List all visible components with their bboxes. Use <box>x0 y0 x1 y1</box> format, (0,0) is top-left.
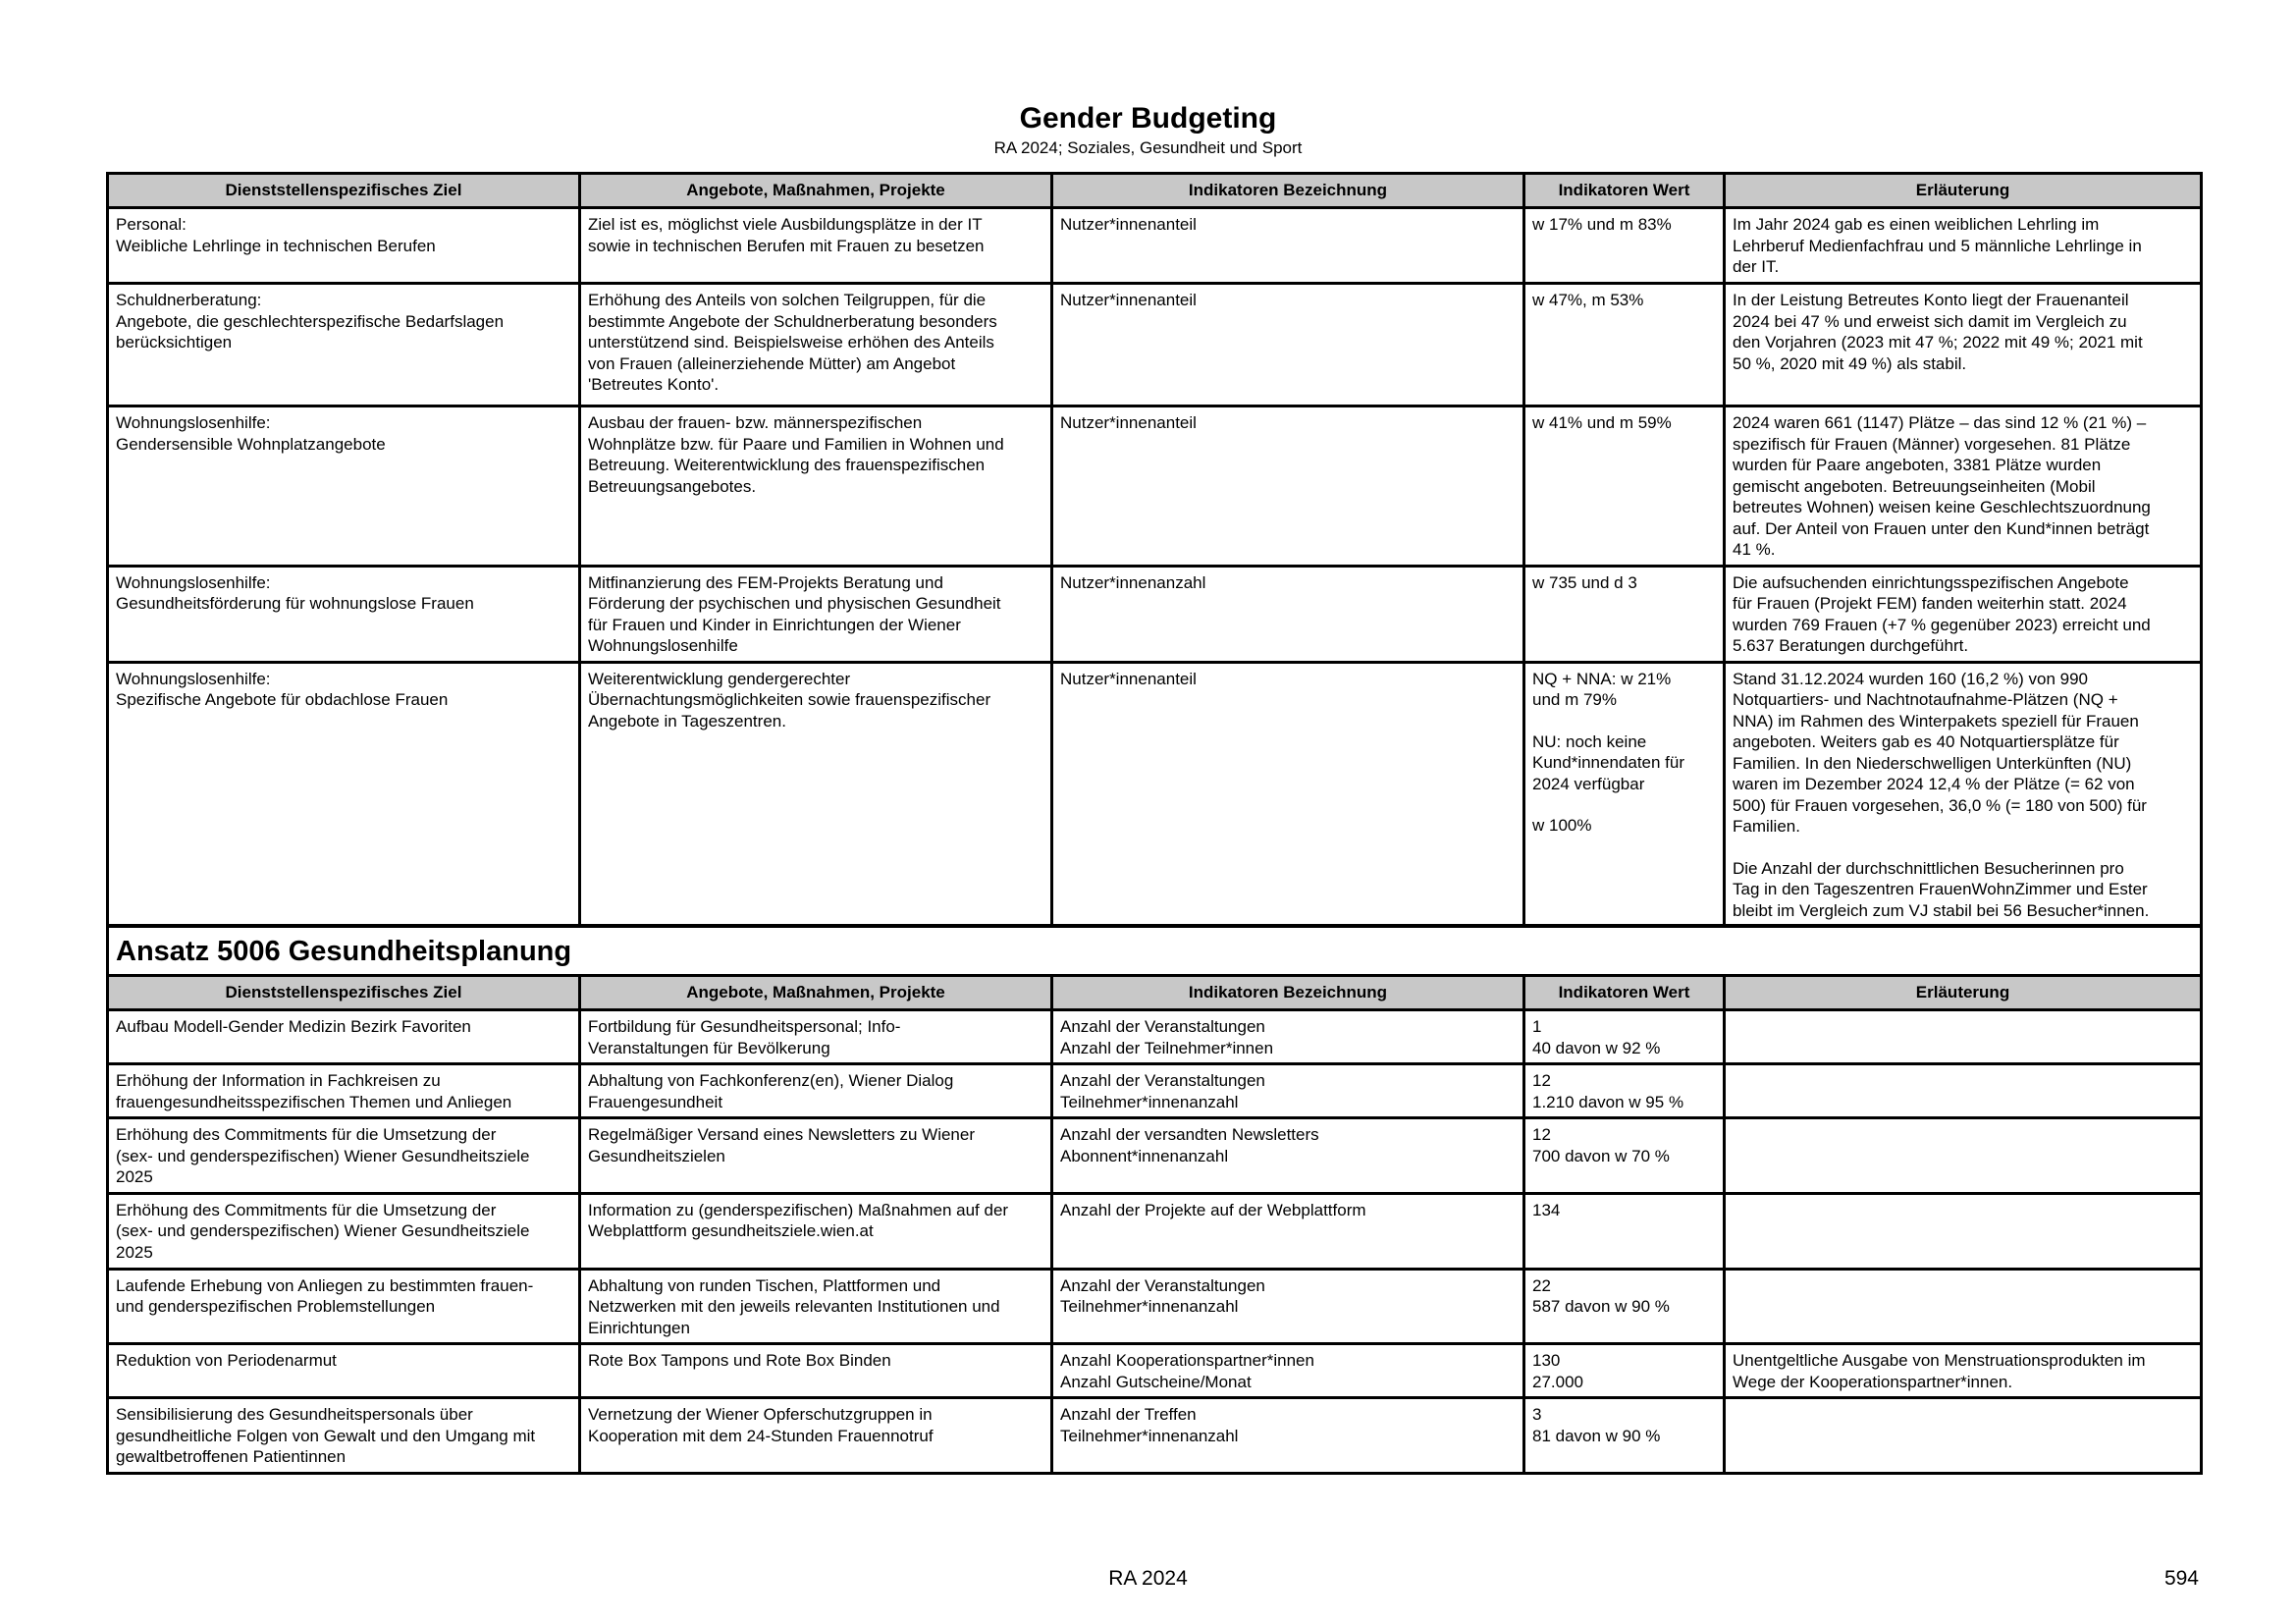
cell-text-line: NQ + NNA: w 21% <box>1532 669 1672 688</box>
cell-text-line: Stand 31.12.2024 wurden 160 (16,2 %) von 990 <box>1733 669 2088 688</box>
cell-text-line: Angebote, die geschlechterspezifische Bedarfslagen <box>116 311 505 331</box>
cell-text-line: Teilnehmer*innenanzahl <box>1060 1092 1239 1111</box>
cell-indikator-wert <box>1524 284 1725 406</box>
cell-text-line: Gesundheitszielen <box>588 1146 725 1165</box>
cell-text-line: Aufbau Modell-Gender Medizin Bezirk Favoriten <box>116 1017 471 1036</box>
cell-text-line: Wohnungslosenhilfe: <box>116 669 271 688</box>
cell-indikator-bezeichnung <box>1052 1064 1524 1118</box>
cell-text-line: Personal: <box>116 215 187 234</box>
cell-indikator-bezeichnung <box>1052 284 1524 406</box>
table-row <box>108 1010 2202 1064</box>
cell-text-line: Reduktion von Periodenarmut <box>116 1351 337 1370</box>
header-ziel: Dienststellenspezifisches Ziel <box>108 976 580 1010</box>
cell-text-line: Die Anzahl der durchschnittlichen Besucherinnen pro <box>1733 858 2124 878</box>
cell-text-line: Information zu (genderspezifischen) Maßnahmen auf der <box>588 1200 1009 1219</box>
cell-text-line: 50 %, 2020 mit 49 %) als stabil. <box>1733 353 1967 373</box>
cell-text-line: 587 davon w 90 % <box>1532 1297 1670 1316</box>
cell-angebote <box>580 284 1052 406</box>
table-row <box>108 1118 2202 1194</box>
cell-angebote <box>580 406 1052 567</box>
cell-text-line: Erhöhung der Information in Fachkreisen zu <box>116 1071 441 1090</box>
page-subtitle: RA 2024; Soziales, Gesundheit und Sport <box>993 138 1303 157</box>
table-header-row <box>108 174 2202 208</box>
cell-text-line: Netzwerken mit den jeweils relevanten Institutionen und <box>588 1297 1000 1316</box>
cell-text-line: 12 <box>1532 1071 1551 1090</box>
cell-angebote <box>580 1064 1052 1118</box>
cell-text-line <box>1733 838 2193 858</box>
cell-text-line: Schuldnerberatung: <box>116 291 262 309</box>
cell-text-line: Nutzer*innenanteil <box>1060 669 1197 688</box>
cell-indikator-wert <box>1524 1064 1725 1118</box>
cell-text-line: Kund*innendaten für <box>1532 753 1685 772</box>
cell-text-line: waren im Dezember 2024 12,4 % der Plätze (= 62 von <box>1733 775 2135 793</box>
cell-text-line: Ziel ist es, möglichst viele Ausbildungsplätze in der IT <box>588 215 983 234</box>
cell-indikator-wert <box>1524 1398 1725 1474</box>
gesundheitsplanung-table <box>106 924 2203 1475</box>
cell-text-line: den Vorjahren (2023 mit 47 %; 2022 mit 49 %; 2021 mit <box>1733 333 2143 352</box>
cell-text-line: Gesundheitsförderung für wohnungslose Frauen <box>116 594 474 613</box>
cell-text-line: Abhaltung von runden Tischen, Plattformen und <box>588 1275 941 1295</box>
cell-ziel <box>108 1118 580 1194</box>
cell-erlaeuterung <box>1725 1269 2202 1344</box>
cell-text-line: gewaltbetroffenen Patientinnen <box>116 1447 347 1466</box>
cell-text-line: Lehrberuf Medienfachfrau und 5 männliche Lehrlinge in <box>1733 236 2142 255</box>
cell-text-line: 134 <box>1532 1200 1561 1219</box>
page-number: 594 <box>2163 1567 2199 1590</box>
cell-text-line: 1.210 davon w 95 % <box>1532 1092 1684 1111</box>
cell-text-line: Unentgeltliche Ausgabe von Menstruationsprodukten im <box>1733 1351 2146 1370</box>
cell-indikator-wert <box>1524 1010 1725 1064</box>
cell-indikator-bezeichnung <box>1052 1398 1524 1474</box>
table-row <box>108 1193 2202 1269</box>
header-erlaeuterung: Erläuterung <box>1725 976 2202 1010</box>
cell-text-line: Förderung der psychischen und physischen Gesundheit <box>588 594 1001 613</box>
cell-text-line: (sex- und genderspezifischen) Wiener Gesundheitsziele <box>116 1221 530 1240</box>
page-title: Gender Budgeting <box>1019 102 1277 135</box>
cell-text-line: 5.637 Beratungen durchgeführt. <box>1733 636 1969 655</box>
cell-text-line: Erhöhung des Commitments für die Umsetzung der <box>116 1125 497 1144</box>
cell-ziel <box>108 284 580 406</box>
cell-ziel <box>108 1010 580 1064</box>
cell-text-line: Wege der Kooperationspartner*innen. <box>1733 1372 2013 1391</box>
header-erlaeuterung: Erläuterung <box>1725 174 2202 208</box>
cell-text-line: Nutzer*innenanzahl <box>1060 572 1206 592</box>
cell-ziel <box>108 566 580 662</box>
cell-angebote <box>580 1269 1052 1344</box>
cell-text-line: Wohnungslosenhilfe: <box>116 413 271 432</box>
cell-ziel <box>108 1193 580 1269</box>
cell-text-line: Wohnungslosenhilfe: <box>116 572 271 592</box>
footer-report-label: RA 2024 <box>1108 1567 1188 1590</box>
cell-text-line: Anzahl der Teilnehmer*innen <box>1060 1038 1274 1057</box>
cell-text-line: Rote Box Tampons und Rote Box Binden <box>588 1351 891 1370</box>
cell-text-line: gesundheitliche Folgen von Gewalt und den Umgang mit <box>116 1426 536 1445</box>
cell-text-line: Die aufsuchenden einrichtungsspezifischen Angebote <box>1733 572 2129 592</box>
cell-text-line: Abhaltung von Fachkonferenz(en), Wiener Dialog <box>588 1071 954 1090</box>
cell-text-line: Im Jahr 2024 gab es einen weiblichen Lehrling im <box>1733 215 2100 234</box>
cell-indikator-wert <box>1524 566 1725 662</box>
table-row <box>108 1398 2202 1474</box>
cell-text-line: 81 davon w 90 % <box>1532 1426 1661 1445</box>
table-row <box>108 1344 2202 1398</box>
cell-text-line: 2024 waren 661 (1147) Plätze – das sind 12 % (21 %) – <box>1733 413 2147 432</box>
header-indikator-bezeichnung: Indikatoren Bezeichnung <box>1052 976 1524 1010</box>
cell-text-line: berücksichtigen <box>116 333 233 352</box>
cell-indikator-bezeichnung <box>1052 208 1524 284</box>
header-ziel: Dienststellenspezifisches Ziel <box>108 174 580 208</box>
cell-erlaeuterung <box>1725 662 2202 927</box>
cell-angebote <box>580 1118 1052 1194</box>
cell-erlaeuterung <box>1725 1193 2202 1269</box>
cell-text-line: 22 <box>1532 1275 1551 1295</box>
cell-indikator-bezeichnung <box>1052 1118 1524 1194</box>
cell-ziel <box>108 208 580 284</box>
gender-budgeting-table <box>106 172 2203 928</box>
cell-indikator-wert <box>1524 406 1725 567</box>
cell-text-line: 40 davon w 92 % <box>1532 1038 1661 1057</box>
cell-text-line: Anzahl der versandten Newsletters <box>1060 1125 1319 1144</box>
cell-text-line: Anzahl Gutscheine/Monat <box>1060 1372 1252 1391</box>
cell-text-line: NNA) im Rahmen des Winterpakets speziell für Frauen <box>1733 711 2139 731</box>
cell-erlaeuterung <box>1725 1064 2202 1118</box>
cell-text-line: 3 <box>1532 1405 1542 1424</box>
cell-erlaeuterung <box>1725 1398 2202 1474</box>
cell-text-line: bestimmte Angebote der Schuldnerberatung besonders <box>588 311 997 331</box>
cell-text-line <box>1532 794 1716 815</box>
cell-text-line: Nutzer*innenanteil <box>1060 291 1197 309</box>
table-row <box>108 566 2202 662</box>
cell-angebote <box>580 1010 1052 1064</box>
cell-erlaeuterung <box>1725 208 2202 284</box>
table-row <box>108 284 2202 406</box>
cell-indikator-bezeichnung <box>1052 566 1524 662</box>
cell-indikator-wert <box>1524 208 1725 284</box>
header-indikator-bezeichnung: Indikatoren Bezeichnung <box>1052 174 1524 208</box>
cell-text-line: 700 davon w 70 % <box>1532 1146 1670 1165</box>
table-row <box>108 406 2202 567</box>
cell-text-line: Webplattform gesundheitsziele.wien.at <box>588 1221 874 1240</box>
cell-text-line: Anzahl Kooperationspartner*innen <box>1060 1351 1314 1370</box>
cell-text-line <box>1532 711 1716 731</box>
cell-indikator-wert <box>1524 662 1725 927</box>
header-indikator-wert: Indikatoren Wert <box>1524 976 1725 1010</box>
cell-text-line: Betreuungsangebotes. <box>588 476 757 496</box>
cell-text-line: 500) für Frauen vorgesehen, 36,0 % (= 180 von 500) für <box>1733 795 2147 815</box>
cell-ziel <box>108 662 580 927</box>
cell-text-line: Regelmäßiger Versand eines Newsletters zu Wiener <box>588 1125 976 1144</box>
section-title: Ansatz 5006 Gesundheitsplanung <box>108 926 2202 976</box>
cell-text-line: 12 <box>1532 1125 1551 1144</box>
cell-text-line: Erhöhung des Commitments für die Umsetzung der <box>116 1200 497 1219</box>
cell-erlaeuterung <box>1725 566 2202 662</box>
cell-text-line: Mitfinanzierung des FEM-Projekts Beratung und <box>588 572 943 592</box>
cell-text-line: 2025 <box>116 1167 153 1186</box>
cell-text-line: betreutes Wohnen) weisen keine Geschlechtszuordnung <box>1733 498 2151 516</box>
cell-text-line: w 100% <box>1532 816 1592 835</box>
cell-text-line: gemischt angeboten. Betreuungseinheiten (Mobil <box>1733 476 2096 496</box>
cell-angebote <box>580 662 1052 927</box>
cell-text-line: Anzahl der Veranstaltungen <box>1060 1275 1265 1295</box>
cell-text-line: w 735 und d 3 <box>1532 572 1637 592</box>
cell-indikator-wert <box>1524 1344 1725 1398</box>
cell-text-line: Frauengesundheit <box>588 1092 723 1111</box>
cell-indikator-bezeichnung <box>1052 1010 1524 1064</box>
cell-text-line: 130 <box>1532 1351 1561 1370</box>
cell-text-line: Familien. <box>1733 817 1800 836</box>
cell-indikator-bezeichnung <box>1052 406 1524 567</box>
cell-text-line: Anzahl der Veranstaltungen <box>1060 1071 1265 1090</box>
cell-indikator-wert <box>1524 1193 1725 1269</box>
cell-text-line: Teilnehmer*innenanzahl <box>1060 1297 1239 1316</box>
cell-text-line: Nutzer*innenanteil <box>1060 215 1197 234</box>
cell-text-line: 1 <box>1532 1017 1542 1036</box>
table-header-row <box>108 976 2202 1010</box>
table-row <box>108 208 2202 284</box>
cell-erlaeuterung <box>1725 406 2202 567</box>
cell-ziel <box>108 1344 580 1398</box>
cell-erlaeuterung <box>1725 1010 2202 1064</box>
cell-text-line: 2024 verfügbar <box>1532 774 1645 793</box>
cell-text-line: Abonnent*innenanzahl <box>1060 1146 1229 1165</box>
table-row <box>108 1064 2202 1118</box>
section-title-row <box>108 926 2202 976</box>
cell-indikator-bezeichnung <box>1052 1344 1524 1398</box>
cell-text-line: Laufende Erhebung von Anliegen zu bestimmten frauen- <box>116 1275 534 1295</box>
cell-indikator-wert <box>1524 1269 1725 1344</box>
cell-text-line: Sensibilisierung des Gesundheitspersonals über <box>116 1405 473 1424</box>
cell-text-line: sowie in technischen Berufen mit Frauen zu besetzen <box>588 236 985 255</box>
cell-ziel <box>108 1064 580 1118</box>
table-row <box>108 662 2202 927</box>
cell-text-line: wurden 769 Frauen (+7 % gegenüber 2023) erreicht und <box>1733 615 2151 634</box>
cell-text-line: spezifisch für Frauen (Männer) vorgesehen. 81 Plätze <box>1733 434 2131 454</box>
cell-text-line: Anzahl der Treffen <box>1060 1405 1197 1424</box>
cell-text-line: Weiterentwicklung gendergerechter <box>588 669 851 688</box>
cell-text-line: w 41% und m 59% <box>1532 413 1672 432</box>
cell-text-line: Angebote in Tageszentren. <box>588 711 786 731</box>
cell-erlaeuterung <box>1725 284 2202 406</box>
table-row <box>108 1269 2202 1344</box>
cell-text-line: Kooperation mit dem 24-Stunden Frauennotruf <box>588 1426 934 1445</box>
cell-text-line: und m 79% <box>1532 690 1617 709</box>
cell-text-line: Betreuung. Weiterentwicklung des frauenspezifischen <box>588 456 986 474</box>
cell-text-line: Erhöhung des Anteils von solchen Teilgruppen, für die <box>588 291 987 309</box>
cell-text-line: und genderspezifischen Problemstellungen <box>116 1297 436 1316</box>
cell-angebote <box>580 208 1052 284</box>
cell-text-line: Anzahl der Projekte auf der Webplattform <box>1060 1200 1366 1219</box>
cell-ziel <box>108 1398 580 1474</box>
cell-text-line: 27.000 <box>1532 1372 1583 1391</box>
cell-text-line: wurden für Paare angeboten, 3381 Plätze wurden <box>1733 456 2102 474</box>
cell-text-line: 2024 bei 47 % und erweist sich damit im Vergleich zu <box>1733 311 2127 331</box>
cell-angebote <box>580 566 1052 662</box>
cell-erlaeuterung <box>1725 1344 2202 1398</box>
cell-indikator-wert <box>1524 1118 1725 1194</box>
cell-text-line: Fortbildung für Gesundheitspersonal; Info- <box>588 1017 901 1036</box>
cell-indikator-bezeichnung <box>1052 1193 1524 1269</box>
cell-text-line: 'Betreutes Konto'. <box>588 375 720 394</box>
cell-text-line: Familien. In den Niederschwelligen Unterkünften (NU) <box>1733 753 2132 773</box>
cell-text-line: Ausbau der frauen- bzw. männerspezifischen <box>588 413 923 432</box>
cell-text-line: der IT. <box>1733 257 1780 276</box>
cell-text-line: auf. Der Anteil von Frauen unter den Kund*innen beträgt <box>1733 518 2150 538</box>
header-angebote: Angebote, Maßnahmen, Projekte <box>580 976 1052 1010</box>
cell-indikator-bezeichnung <box>1052 1269 1524 1344</box>
cell-text-line: Notquartiers- und Nachtnotaufnahme-Plätzen (NQ + <box>1733 690 2118 709</box>
cell-text-line: Veranstaltungen für Bevölkerung <box>588 1038 830 1057</box>
cell-text-line: Weibliche Lehrlinge in technischen Berufen <box>116 236 436 255</box>
cell-text-line: 41 %. <box>1733 540 1776 559</box>
cell-text-line: Nutzer*innenanteil <box>1060 413 1197 432</box>
cell-text-line: unterstützend sind. Beispielsweise erhöhen des Anteils <box>588 333 994 352</box>
cell-text-line: 2025 <box>116 1242 153 1262</box>
header-angebote: Angebote, Maßnahmen, Projekte <box>580 174 1052 208</box>
cell-text-line: Wohnplätze bzw. für Paare und Familien in Wohnen und <box>588 434 1004 454</box>
cell-ziel <box>108 1269 580 1344</box>
cell-text-line: Vernetzung der Wiener Opferschutzgruppen in <box>588 1405 933 1424</box>
cell-text-line: Anzahl der Veranstaltungen <box>1060 1017 1265 1036</box>
cell-text-line: In der Leistung Betreutes Konto liegt der Frauenanteil <box>1733 291 2129 309</box>
cell-text-line: Gendersensible Wohnplatzangebote <box>116 434 386 454</box>
cell-text-line: Einrichtungen <box>588 1318 690 1337</box>
header-indikator-wert: Indikatoren Wert <box>1524 174 1725 208</box>
cell-ziel <box>108 406 580 567</box>
cell-indikator-bezeichnung <box>1052 662 1524 927</box>
cell-text-line: frauengesundheitsspezifischen Themen und Anliegen <box>116 1092 512 1111</box>
cell-text-line: Tag in den Tageszentren FrauenWohnZimmer und Ester <box>1733 880 2148 898</box>
cell-text-line: für Frauen (Projekt FEM) fanden weiterhin statt. 2024 <box>1733 594 2127 613</box>
cell-text-line: Spezifische Angebote für obdachlose Frauen <box>116 690 449 709</box>
cell-text-line: (sex- und genderspezifischen) Wiener Gesundheitsziele <box>116 1146 530 1165</box>
cell-text-line: von Frauen (alleinerziehende Mütter) am Angebot <box>588 353 956 373</box>
cell-angebote <box>580 1193 1052 1269</box>
cell-text-line: für Frauen und Kinder in Einrichtungen der Wiener <box>588 615 961 634</box>
cell-angebote <box>580 1344 1052 1398</box>
cell-text-line: Wohnungslosenhilfe <box>588 636 738 655</box>
cell-text-line: NU: noch keine <box>1532 731 1647 751</box>
cell-text-line: bleibt im Vergleich zum VJ stabil bei 56 Besucher*innen. <box>1733 900 2150 920</box>
cell-text-line: w 17% und m 83% <box>1532 215 1672 234</box>
cell-text-line: Übernachtungsmöglichkeiten sowie frauenspezifischer <box>588 690 991 709</box>
cell-text-line: w 47%, m 53% <box>1532 291 1644 309</box>
cell-text-line: Teilnehmer*innenanzahl <box>1060 1426 1239 1445</box>
cell-angebote <box>580 1398 1052 1474</box>
cell-erlaeuterung <box>1725 1118 2202 1194</box>
cell-text-line: angeboten. Weiters gab es 40 Notquartiersplätze für <box>1733 732 2119 751</box>
